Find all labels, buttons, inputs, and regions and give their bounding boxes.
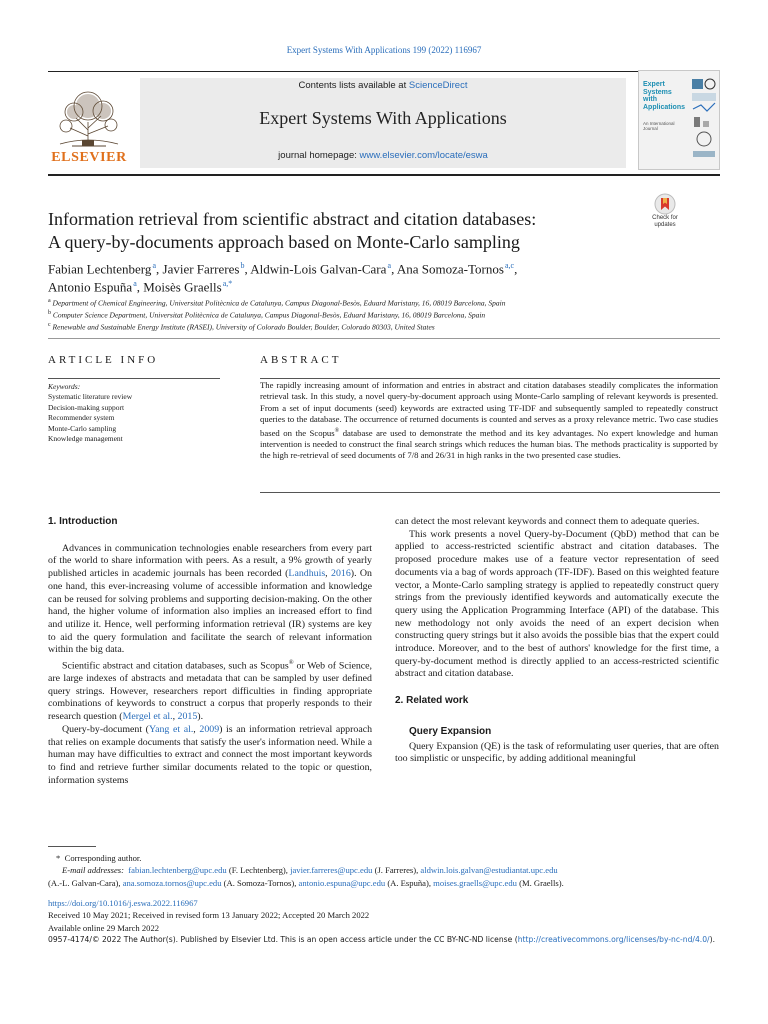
- affiliation-divider: [48, 338, 720, 339]
- intro-paragraph-3-continued: can detect the most relevant keywords and connect them to adequate queries.: [395, 516, 700, 527]
- keywords-block: [48, 382, 238, 444]
- license-link[interactable]: http://creativecommons.org/licenses/by-nc-nd/4.0/: [517, 935, 710, 945]
- author-name[interactable]: Fabian Lechtenberg: [48, 261, 152, 277]
- keyword-item: Knowledge management: [48, 434, 123, 444]
- author-name[interactable]: Antonio Espuña: [48, 279, 133, 295]
- sciencedirect-link[interactable]: ScienceDirect: [408, 80, 468, 91]
- heading-spacer: [48, 529, 372, 543]
- affiliation-text: Renewable and Sustainable Energy Institute (RASEI), University of Colorado Boulder, Boulder, Colorado 80303, United States: [52, 322, 435, 332]
- citation-link-landhuis[interactable]: Landhuis: [288, 568, 326, 580]
- intro-paragraph-2: [48, 657, 372, 724]
- email-owner: (A. Somoza-Tornos),: [221, 877, 299, 888]
- registered-mark: ®: [334, 427, 340, 434]
- doi-link[interactable]: https://doi.org/10.1016/j.eswa.2022.116967: [48, 898, 198, 908]
- contents-available-line: [140, 80, 626, 91]
- homepage-prefix: journal homepage:: [278, 150, 360, 161]
- author-separator: ,: [156, 261, 163, 277]
- left-body-column: [48, 516, 372, 787]
- citation-comma: ,: [325, 568, 332, 580]
- abstract-part-2: database are used to demonstrate the method and its key advantages. No expert knowledge and human intervention is needed to construct the final search strings which reduces the human bias. The methods practicality is supported by the high re-retrieval of seed documents of 7/8 and 26/31 in high ranks in the two presented case studies.: [260, 427, 718, 461]
- article-title-line-2: A query-by-documents approach based on Monte-Carlo sampling: [48, 232, 520, 252]
- banner-rule-top: [48, 71, 720, 72]
- article-info-heading: ARTICLE INFO: [48, 354, 159, 366]
- keyword-item: Monte-Carlo sampling: [48, 423, 117, 433]
- license-text: 0957-4174/© 2022 The Author(s). Published by Elsevier Ltd. This is an open access article under the CC BY-NC-ND license (: [48, 935, 518, 945]
- author-name[interactable]: Javier Farreres: [162, 261, 240, 277]
- abstract-heading: ABSTRACT: [260, 354, 342, 366]
- email-owner: (A.-L. Galvan-Cara),: [48, 877, 123, 888]
- cover-subtitle: An International Journal: [643, 121, 675, 131]
- email-link[interactable]: antonio.espuna@upc.edu: [298, 877, 386, 888]
- contents-prefix: Contents lists available at: [298, 80, 409, 91]
- author-separator: ,: [391, 261, 397, 277]
- license-end: ).: [709, 935, 716, 945]
- email-owner: (M. Graells).: [516, 877, 564, 888]
- email-line-1: [48, 864, 720, 876]
- email-link[interactable]: aldwin.lois.galvan@estudiantat.upc.edu: [420, 865, 558, 876]
- intro-paragraph-3: [48, 724, 372, 788]
- author-separator: ,: [136, 279, 144, 295]
- author-affiliation-mark[interactable]: a: [152, 261, 157, 270]
- elsevier-wordmark[interactable]: ELSEVIER: [51, 150, 127, 165]
- keyword-item: Systematic literature review: [48, 392, 133, 402]
- bookmark-ribbon-icon: [654, 193, 676, 215]
- affiliation-a: [48, 298, 718, 308]
- intro-text: ).: [197, 711, 204, 723]
- available-online-date: Available online 29 March 2022: [48, 922, 160, 933]
- author-list-line-2: [48, 279, 232, 295]
- section-heading-related-work: 2. Related work: [395, 695, 469, 707]
- section-spacer: [395, 681, 719, 695]
- citation-link-yang[interactable]: Yang et al.: [148, 723, 194, 735]
- intro-paragraph-1: [48, 543, 372, 657]
- author-list-line-1: [48, 261, 517, 277]
- citation-link-mergel-year[interactable]: 2015: [177, 711, 198, 723]
- license-statement: [48, 934, 720, 946]
- email-link[interactable]: fabian.lechtenberg@upc.edu: [128, 865, 227, 876]
- author-separator: ,: [244, 261, 251, 277]
- banner-rule-bottom: [48, 174, 720, 176]
- affiliation-label: a: [48, 298, 51, 304]
- citation-link-landhuis-year[interactable]: 2016: [331, 568, 351, 580]
- journal-homepage-line: [140, 150, 626, 161]
- author-name[interactable]: Aldwin-Lois Galvan-Cara: [250, 261, 387, 277]
- affiliation-text: Department of Chemical Engineering, Universitat Politècnica de Catalunya, Campus Diagonal-Besòs, Eduard Maristany, 16, 08019 Barcelona, Spain: [52, 298, 506, 308]
- keyword-item: Decision-making support: [48, 402, 125, 412]
- intro-text: ) is an information retrieval approach that relies on example documents that satisfy the user's information need. While a human may have difficulties to extract and connect the most important keywords to find and retrieve further similar documents related to the topic or question, information systems: [48, 723, 373, 786]
- abstract-text: [260, 380, 718, 462]
- email-link[interactable]: moises.graells@upc.edu: [433, 877, 517, 888]
- subsection-heading-query-expansion: Query Expansion: [409, 725, 492, 737]
- footnote-rule: [48, 846, 96, 847]
- journal-name[interactable]: Expert Systems With Applications: [259, 108, 507, 128]
- journal-homepage-link[interactable]: www.elsevier.com/locate/eswa: [359, 150, 488, 161]
- citation-link-yang-year[interactable]: 2009: [199, 723, 220, 735]
- cover-graphic-icon: [691, 77, 717, 163]
- author-affiliation-mark[interactable]: a: [387, 261, 392, 270]
- email-owner: (A. Espuña),: [385, 877, 434, 888]
- received-dates: Received 10 May 2021; Received in revised form 13 January 2022; Accepted 20 March 2022: [48, 910, 370, 921]
- publication-info: [48, 897, 720, 946]
- corresponding-line: [48, 852, 720, 864]
- check-for-updates-label: Check for updates: [652, 215, 678, 228]
- keywords-label: Keywords:: [48, 382, 81, 391]
- email-owner: (F. Lechtenberg),: [226, 865, 291, 876]
- corresponding-author-footnote: [48, 852, 720, 889]
- citation-comma: ,: [193, 723, 200, 735]
- author-name[interactable]: Ana Somoza-Tornos: [396, 261, 504, 277]
- author-separator: ,: [514, 261, 518, 277]
- affiliation-b: [48, 310, 718, 320]
- corresponding-label: Corresponding author.: [64, 853, 142, 863]
- intro-paragraph-4: This work presents a novel Query-by-Document (QbD) method that can be applied to access-restricted scientific abstract and citation databases. The proposed procedure makes use of a feature vector representation of seed documents via a bag of words approach (TF-IDF). Based on this weighted feature vector, a Monte-Carlo sampling strategy is applied to repeatedly construct query strings from the previously identified keywords and automatically execute the query using the Application Programming Interface (API) of the database. This new methodology not only avoids the need of an expert decision when constructing query strings but it also avoids the possible bias that the expert could introduce. Moreover, and to the best of authors' knowledge for the first time, a query-by-document method is directly applied to an access-restricted scientific abstract and citation database.: [395, 528, 719, 680]
- right-body-column: [395, 516, 719, 766]
- intro-text: Scientific abstract and citation databases, such as Scopus: [62, 660, 289, 672]
- keyword-item: Recommender system: [48, 413, 115, 423]
- affiliation-c: [48, 322, 718, 332]
- asterisk-mark: *: [56, 853, 61, 863]
- registered-mark: ®: [288, 659, 294, 667]
- check-for-updates-badge[interactable]: [645, 193, 685, 237]
- intro-text: or Web of Science, are large indexes of abstracts and metadata that can be sampled by user defined query strings. However, researchers report difficulties in finding appropriate combinations of keywords to construct a corpus that properly responds to their research question (: [48, 660, 372, 723]
- abstract-part-1: The rapidly increasing amount of information and entries in abstract and citation databases steadily complicates the information retrieval task. In this study, a novel query-by-document approach using Monte-Carlo sampling of relevant keywords is presented. From a set of input documents (seed) keywords are extracted using TF-IDF and subsequently sampled to repeatedly construct queries to the database. The occurrence of returned documents is counted and serves as a proxy relevance metric. Two case studies based on the Scopus: [260, 380, 718, 438]
- email-owner: (J. Farreres),: [372, 865, 421, 876]
- cover-title: Expert Systems with Applications: [643, 81, 686, 111]
- abstract-rule-bottom: [260, 492, 720, 493]
- intro-text: ). On one hand, this ever-increasing volume of accessible information and knowledge can be reused for solving problems and supporting decision-making. On the other hand, the higher volume of information also implies an increased effort to find and utilize it. Hence, well performing information retrieval (IR) systems are key to aid the query formulation and facilitate the search of relevant information within the big data.: [48, 568, 372, 656]
- section-spacer: [395, 708, 719, 726]
- affiliation-text: Computer Science Department, Universitat Politècnica de Catalunya, Campus Diagonal-Besòs, Eduard Maristany, 16, 08019 Barcelona, Spain: [52, 310, 486, 320]
- email-link[interactable]: javier.farreres@upc.edu: [290, 865, 373, 876]
- intro-text: Advances in communication technologies enable researchers from every part of the world to share information with peers. As a result, a 9% growth of yearly published articles in academic journals has been recorded (: [48, 542, 372, 580]
- author-affiliation-mark[interactable]: b: [240, 261, 245, 270]
- author-affiliation-mark[interactable]: a,c: [505, 261, 515, 270]
- abstract-rule: [260, 378, 720, 379]
- email-line-2: [48, 877, 720, 889]
- author-affiliation-mark[interactable]: a,*: [222, 279, 233, 288]
- affiliation-label: b: [48, 310, 51, 316]
- journal-cover-thumbnail[interactable]: [638, 70, 720, 170]
- article-title-line-1: Information retrieval from scientific abstract and citation databases:: [48, 209, 537, 229]
- affiliation-label: c: [48, 322, 51, 328]
- email-link[interactable]: ana.somoza.tornos@upc.edu: [122, 877, 222, 888]
- citation-comma: ,: [172, 711, 178, 723]
- email-label: E-mail addresses:: [62, 865, 124, 876]
- article-title: [48, 208, 638, 254]
- author-affiliation-mark[interactable]: a: [133, 279, 137, 288]
- query-expansion-paragraph: Query Expansion (QE) is the task of reformulating user queries, that are often too simplistic or unspecific, by adding additional meaningful: [395, 740, 719, 765]
- running-head-citation[interactable]: Expert Systems With Applications 199 (2022) 116967: [286, 45, 482, 55]
- article-info-rule: [48, 378, 220, 379]
- intro-text: Query-by-document (: [62, 723, 149, 735]
- section-heading-introduction: 1. Introduction: [48, 516, 118, 527]
- citation-link-mergel[interactable]: Mergel et al.: [122, 711, 173, 723]
- author-name[interactable]: Moisès Graells: [143, 279, 222, 295]
